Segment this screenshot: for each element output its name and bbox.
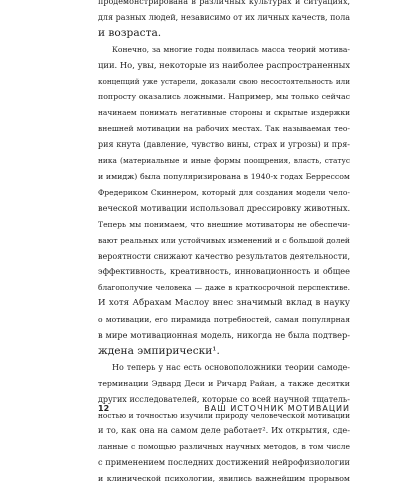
text-line: Но теперь у нас есть основоположники теории самоде- xyxy=(112,362,350,372)
text-line: вероятности снижают качество результатов деятельности, xyxy=(98,251,350,261)
text-line: благополучие человека — даже в краткосрочной перспективе. xyxy=(98,283,350,293)
text-line: ции. Но, увы, некоторые из наиболее распространенных xyxy=(98,59,351,70)
text-line: для разных людей, независимо от их личных качеств, пола xyxy=(98,12,351,22)
text-line: других исследователей, которые со всей научной тщатель- xyxy=(98,394,350,404)
text-line: начинаем понимать негативные стороны и скрытые издержки xyxy=(98,108,350,118)
text-line: Фредериком Скиннером, который для создания модели чело- xyxy=(98,187,350,197)
running-head: ВАШ ИСТОЧНИК МОТИВАЦИИ xyxy=(204,404,350,413)
paragraph-3 xyxy=(98,360,350,487)
text-line: внешней мотивации на рабочих местах. Так называемая тео- xyxy=(98,124,350,134)
paragraph-1 xyxy=(98,0,350,42)
text-line: в мире мотивационная модель, никогда не была подтвер- xyxy=(98,330,350,341)
text-line: рия кнута (давление, чувство вины, страх и угрозы) и пря- xyxy=(98,140,350,150)
text-line: продемонстрирована в различных культурах и ситуациях, xyxy=(98,0,350,6)
text-line: ника (материальные и иные формы поощрения, власть, статус xyxy=(98,156,350,166)
text-line: и возраста. xyxy=(98,26,162,39)
text-line: ланные с помощью различных научных методов, в том числе xyxy=(98,442,350,452)
text-line: попросту оказались ложными. Например, мы только сейчас xyxy=(98,92,350,102)
page-footer xyxy=(98,404,350,418)
text-line: эффективность, креативность, инновационность и общее xyxy=(98,266,350,277)
text-line: и имидж) была популяризирована в 1940-х годах Беррессом xyxy=(98,171,350,181)
text-line: терминации Эдвард Деси и Ричард Райан, а также десятки xyxy=(98,378,350,388)
text-line: и то, как она на самом деле работает². Их открытия, сде- xyxy=(98,425,350,436)
paragraph-2 xyxy=(98,42,350,360)
text-line: ностью и точностью изучили природу человеческой мотивации xyxy=(98,410,350,420)
text-line: и клинической психологии, явились важнейшим прорывом xyxy=(98,474,350,484)
text-line: И хотя Абрахам Маслоу внес значимый вклад в науку xyxy=(98,298,350,309)
text-line: с применением последних достижений нейрофизиологии xyxy=(98,457,350,468)
page-number: 12 xyxy=(98,404,110,413)
text-line: Теперь мы понимаем, что внешние мотиваторы не обеспечи- xyxy=(98,219,350,229)
text-line: концепций уже устарели, доказали свою несостоятельность или xyxy=(98,76,350,86)
text-line: вают реальных или устойчивых изменений и с большой долей xyxy=(98,235,350,245)
text-line: Конечно, за многие годы появилась масса теорий мотива- xyxy=(112,44,350,54)
text-line: веческой мотивации использовал дрессировку животных. xyxy=(98,202,351,213)
text-line: о мотивации, его пирамида потребностей, самая популярная xyxy=(98,315,350,325)
text-line: ждена эмпирически¹. xyxy=(98,344,220,357)
